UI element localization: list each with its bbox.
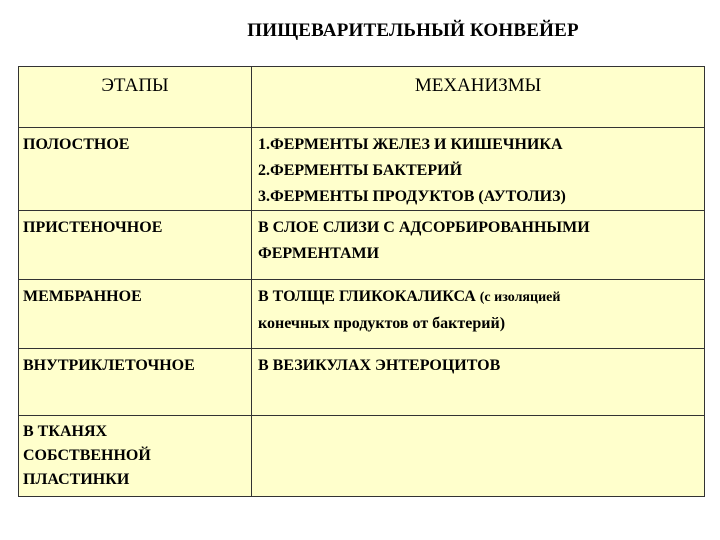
mechanism-cell-empty	[252, 416, 705, 497]
mechanism-line: 2.ФЕРМЕНТЫ БАКТЕРИЙ	[258, 162, 463, 179]
stage-line: В ТКАНЯХ	[23, 423, 108, 440]
stage-label	[19, 416, 251, 492]
mechanism-cell	[252, 211, 705, 280]
stage-label: МЕМБРАННОЕ	[23, 288, 142, 305]
mechanism-text	[252, 128, 704, 210]
mechanism-main: В ТОЛЩЕ ГЛИКОКАЛИКСА	[258, 288, 476, 305]
stage-line: ПЛАСТИНКИ	[23, 471, 130, 488]
mechanism-text	[252, 280, 704, 337]
stage-cell	[19, 349, 252, 416]
table-row	[19, 211, 705, 280]
stage-line: СОБСТВЕННОЙ	[23, 447, 151, 464]
stage-cell	[19, 211, 252, 280]
mechanism-note: (с изоляцией	[479, 290, 561, 305]
stage-label: ПРИСТЕНОЧНОЕ	[23, 219, 163, 236]
stage-cell	[19, 280, 252, 349]
mechanism-line	[258, 284, 698, 311]
mechanism-text	[252, 211, 704, 267]
header-mechanisms: МЕХАНИЗМЫ	[252, 67, 705, 128]
table-row	[19, 416, 705, 497]
table-header-row	[19, 67, 705, 128]
mechanism-cell	[252, 128, 705, 211]
stage-cell	[19, 416, 252, 497]
table-row	[19, 128, 705, 211]
stage-cell	[19, 128, 252, 211]
mechanism-line: В СЛОЕ СЛИЗИ С АДСОРБИРОВАННЫМИ	[258, 219, 590, 236]
slide-title: ПИЩЕВАРИТЕЛЬНЫЙ КОНВЕЙЕР	[247, 20, 579, 41]
stage-label: ПОЛОСТНОЕ	[23, 136, 130, 153]
mechanism-text	[252, 349, 704, 379]
mechanism-line: 1.ФЕРМЕНТЫ ЖЕЛЕЗ И КИШЕЧНИКА	[258, 136, 563, 153]
table-row	[19, 349, 705, 416]
mechanism-cell	[252, 349, 705, 416]
mechanism-line: В ВЕЗИКУЛАХ ЭНТЕРОЦИТОВ	[258, 357, 501, 374]
header-stages: ЭТАПЫ	[19, 67, 252, 128]
stages-table	[18, 66, 703, 496]
mechanism-line: 3.ФЕРМЕНТЫ ПРОДУКТОВ (АУТОЛИЗ)	[258, 188, 566, 205]
mechanism-line: ФЕРМЕНТАМИ	[258, 245, 380, 262]
stage-label: ВНУТРИКЛЕТОЧНОЕ	[23, 357, 195, 374]
mechanism-cell	[252, 280, 705, 349]
mechanism-note-line: конечных продуктов от бактерий)	[258, 315, 506, 332]
table-row	[19, 280, 705, 349]
